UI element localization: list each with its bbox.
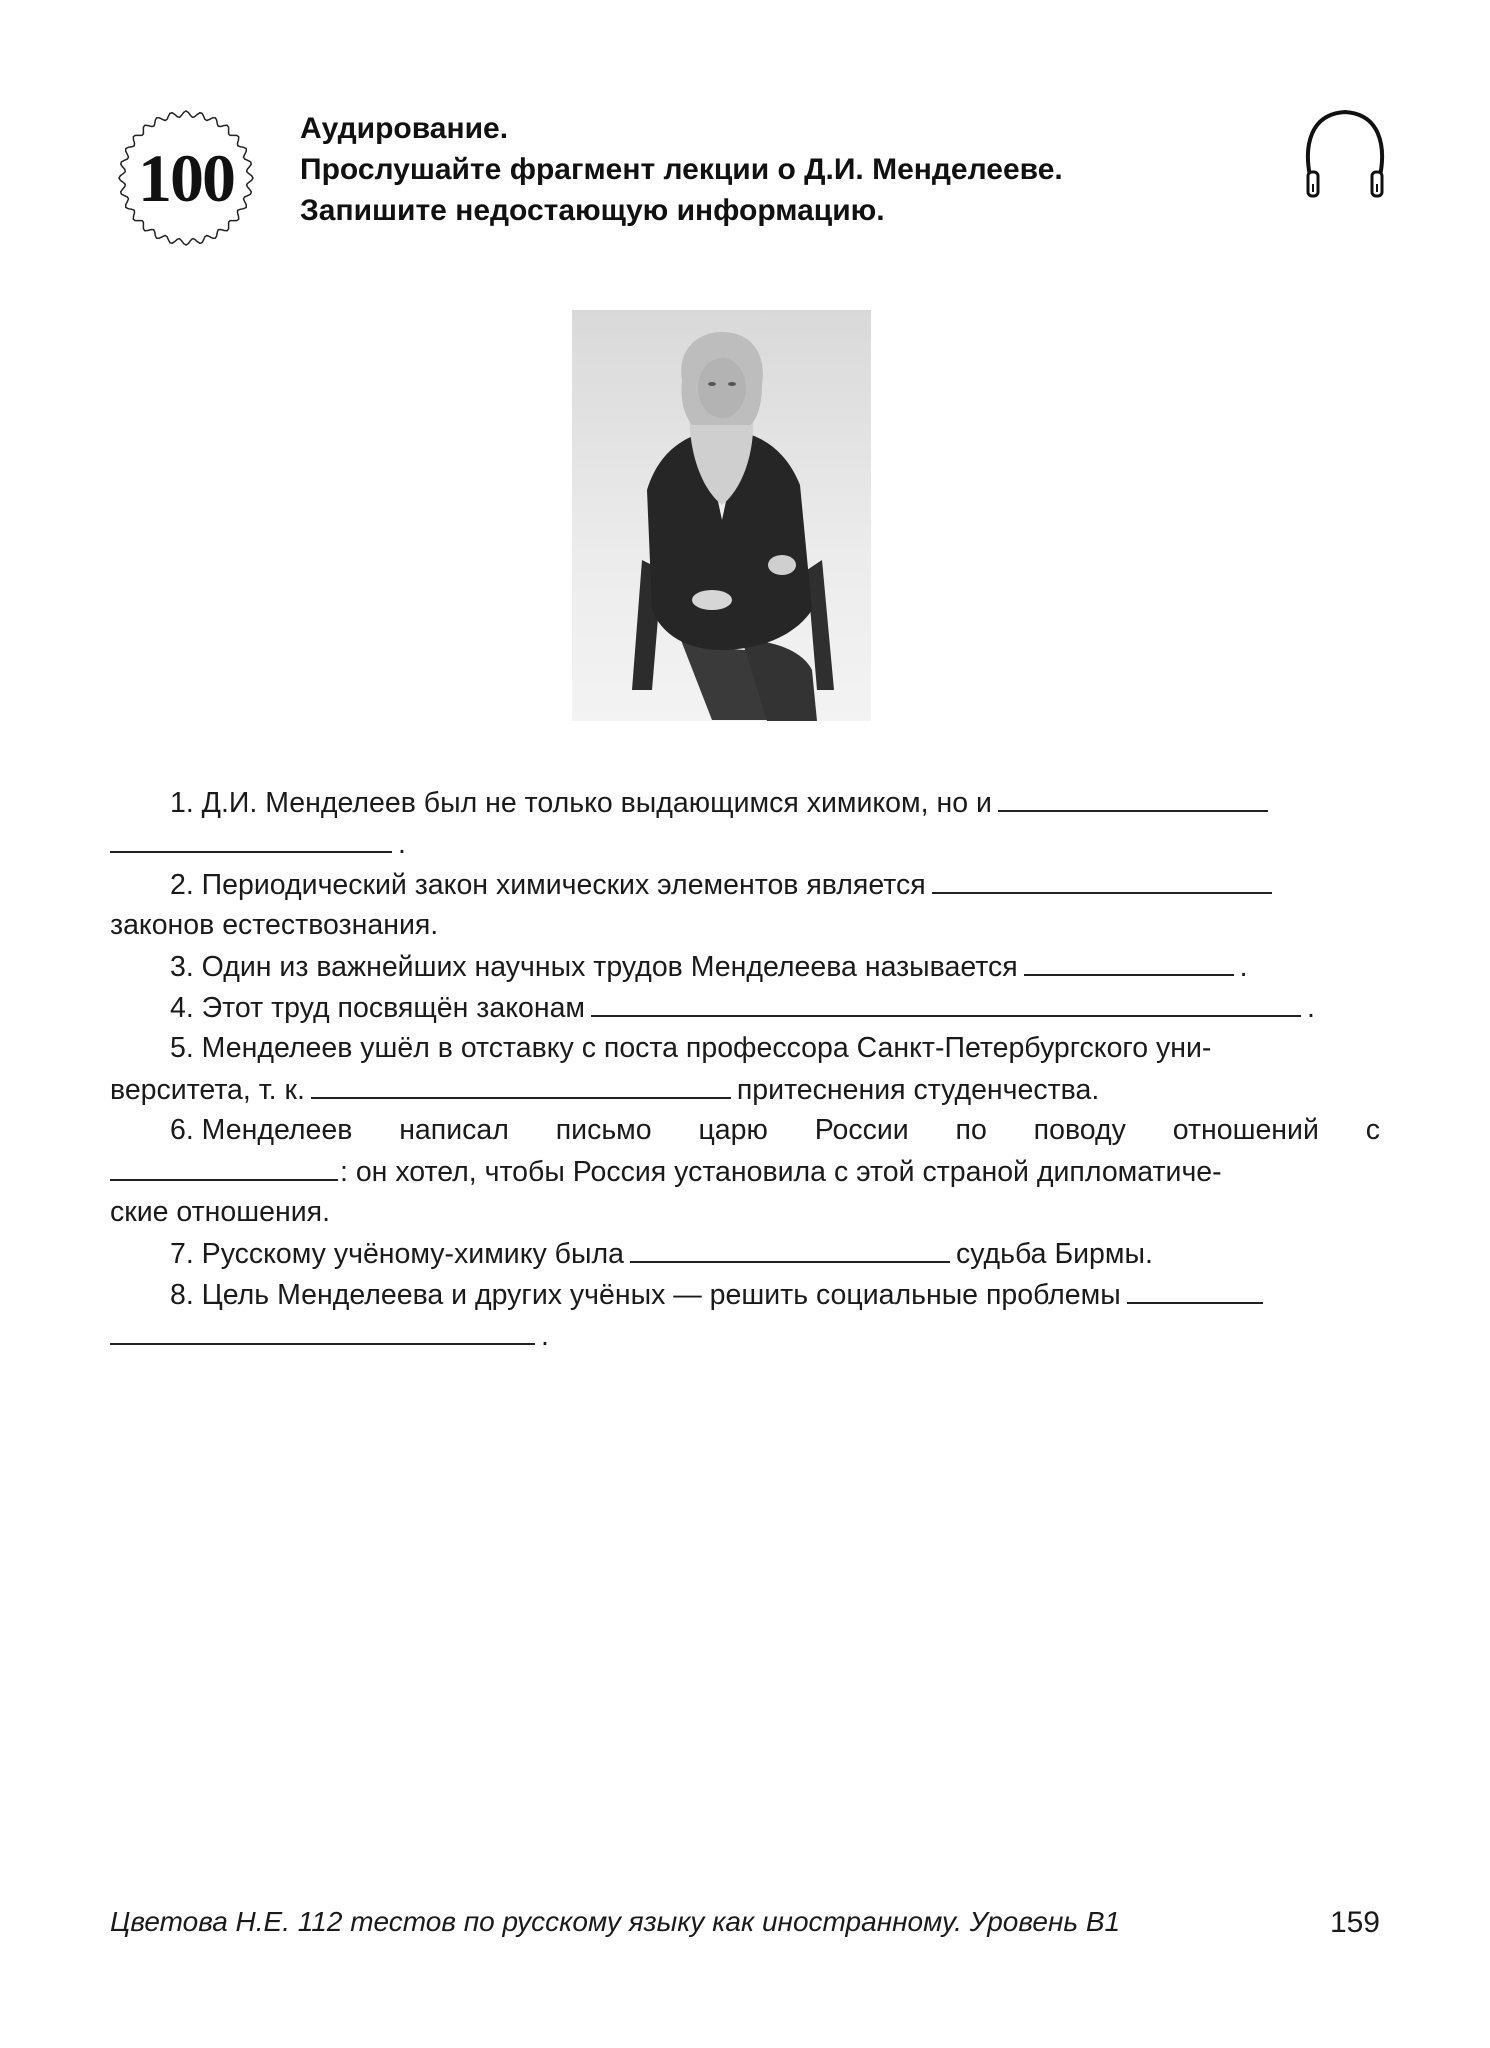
task-7-line	[110, 1233, 1380, 1274]
task-1-text: 1. Д.И. Менделеев был не только выдающимся химиком, но и	[170, 787, 992, 819]
task-6-text-b: : он хотел, чтобы Россия установила с этой страной дипломатиче-	[340, 1156, 1222, 1188]
instruction-line-1: Аудирование.	[300, 112, 509, 145]
task-6-blank[interactable]	[110, 1151, 338, 1181]
exercise-instructions	[300, 108, 1300, 231]
exercise-number-badge	[116, 108, 256, 248]
headphones-icon	[1300, 106, 1390, 206]
task-5-blank[interactable]	[311, 1069, 731, 1099]
task-5-line-2	[110, 1069, 1380, 1110]
task-6-word: России	[814, 1114, 909, 1146]
task-8-blank-a[interactable]	[1127, 1274, 1263, 1304]
task-2-line-2	[110, 905, 1380, 946]
task-1-line-2	[110, 823, 1380, 864]
task-3-blank[interactable]	[1024, 946, 1234, 976]
instruction-line-3: Запишите недостающую информацию.	[300, 194, 885, 227]
exercise-number: 100	[138, 139, 234, 216]
task-6-word: написал	[399, 1114, 509, 1146]
task-6-line-2	[110, 1151, 1380, 1192]
portrait-photo	[572, 310, 871, 721]
task-2-end: законов естествознания.	[110, 909, 439, 941]
task-3-end: .	[1239, 951, 1248, 983]
task-6-word: царю	[698, 1114, 768, 1146]
task-1-line-1	[110, 782, 1380, 823]
task-8-text: 8. Цель Менделеева и других учёных — решить социальные проблемы	[170, 1279, 1121, 1311]
fill-in-tasks	[110, 782, 1380, 1356]
task-8-blank-b[interactable]	[110, 1315, 535, 1345]
task-5-end: притеснения студенчества.	[736, 1074, 1100, 1106]
task-8-end: .	[541, 1320, 549, 1352]
task-8-line-2	[110, 1315, 1380, 1356]
task-7-end: судьба Бирмы.	[955, 1238, 1153, 1270]
task-2-line-1	[110, 864, 1380, 905]
task-6-line-3	[110, 1192, 1380, 1233]
task-7-blank[interactable]	[630, 1233, 950, 1263]
book-source: Цветова Н.Е. 112 тестов по русскому языку как иностранному. Уровень В1	[110, 1906, 1121, 1937]
task-6-word: поводу	[1033, 1114, 1126, 1146]
task-6-end: ские отношения.	[110, 1196, 330, 1228]
task-6-word: отношений	[1172, 1114, 1319, 1146]
task-6-word: с	[1365, 1114, 1380, 1146]
task-5-text-b: верситета, т. к.	[110, 1074, 305, 1106]
task-7-text: 7. Русскому учёному-химику была	[170, 1238, 624, 1270]
task-1-end: .	[398, 828, 406, 860]
task-2-blank[interactable]	[932, 864, 1272, 894]
task-1-blank-a[interactable]	[998, 782, 1268, 812]
task-3-line	[110, 946, 1380, 987]
task-5-line-1	[110, 1028, 1380, 1069]
task-6-line-1	[110, 1110, 1380, 1151]
task-4-end: .	[1307, 992, 1315, 1024]
task-1-blank-b[interactable]	[110, 823, 392, 853]
task-4-text: 4. Этот труд посвящён законам	[170, 992, 586, 1024]
task-6-word: письмо	[555, 1114, 652, 1146]
task-4-blank[interactable]	[591, 987, 1301, 1017]
instruction-line-2: Прослушайте фрагмент лекции о Д.И. Менделееве.	[300, 153, 1063, 186]
task-8-line-1	[110, 1274, 1380, 1315]
page-number: 159	[1329, 1906, 1380, 1939]
task-2-text: 2. Периодический закон химических элементов является	[170, 869, 926, 901]
task-6-word: по	[955, 1114, 987, 1146]
task-4-line	[110, 987, 1380, 1028]
task-6-word: 6. Менделеев	[170, 1114, 353, 1146]
task-5-text: 5. Менделеев ушёл в отставку с поста профессора Санкт-Петербургского уни-	[170, 1032, 1212, 1064]
task-3-text: 3. Один из важнейших научных трудов Менделеева называется	[170, 951, 1018, 983]
